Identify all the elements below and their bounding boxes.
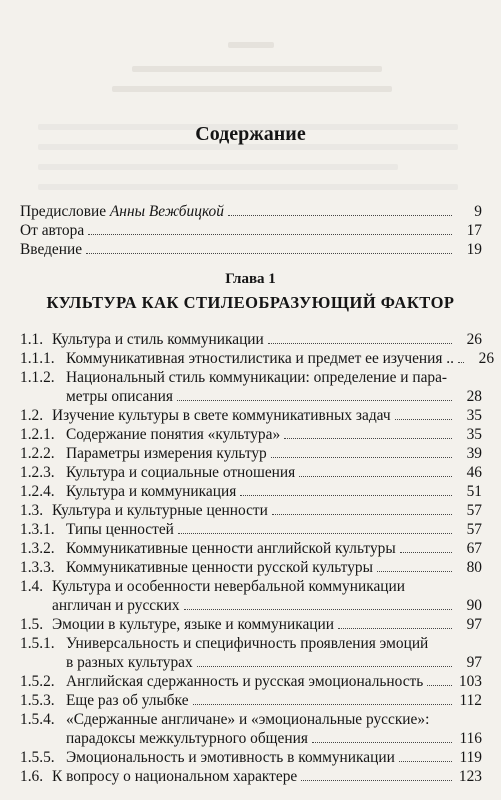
toc-entry-title: Параметры измерения культур bbox=[66, 445, 267, 462]
toc-entry bbox=[20, 482, 482, 501]
dot-leader bbox=[240, 495, 452, 496]
toc-entry-title: К вопросу о национальном характере bbox=[52, 768, 298, 785]
toc-entry-title: Национальный стиль коммуникации: определение и пара- bbox=[66, 369, 448, 386]
toc-entry bbox=[20, 330, 482, 349]
dot-leader bbox=[299, 476, 452, 477]
dot-leader bbox=[427, 685, 452, 686]
toc-entry-title: От автора bbox=[20, 222, 85, 239]
toc-entry bbox=[20, 577, 482, 615]
toc-entry-page: 35 bbox=[466, 426, 482, 443]
toc-entry-number: 1.2.2. bbox=[20, 445, 55, 462]
toc-entry-page: 26 bbox=[478, 350, 495, 367]
toc-entry-page: 123 bbox=[458, 768, 482, 785]
toc-entry-page: 57 bbox=[466, 502, 482, 519]
toc-entry-title: Культура и стиль коммуникации bbox=[52, 331, 264, 348]
toc-entry-page: 26 bbox=[466, 331, 482, 348]
toc-entry bbox=[20, 748, 482, 767]
toc-entry-number: 1.3. bbox=[20, 502, 44, 519]
dot-leader bbox=[88, 234, 452, 235]
toc-entry-title-continued: англичан и русских bbox=[52, 597, 180, 614]
toc-entry-number: 1.2.4. bbox=[20, 483, 55, 500]
dot-leader bbox=[177, 400, 452, 401]
toc-entry-number: 1.3.1. bbox=[20, 521, 55, 538]
toc-entry bbox=[20, 634, 482, 672]
toc-entry-page: 9 bbox=[474, 203, 482, 220]
toc-entry-page: 35 bbox=[466, 407, 482, 424]
toc-entry-number: 1.2.3. bbox=[20, 464, 55, 481]
dot-leader bbox=[178, 533, 452, 534]
dot-leader bbox=[458, 362, 464, 363]
toc-entry-title: Эмоции в культуре, языке и коммуникации bbox=[52, 616, 334, 633]
toc-entry-title: Коммуникативная этностилистика и предмет ее изучения .. bbox=[66, 350, 455, 367]
toc-entry-page: 57 bbox=[466, 521, 482, 538]
toc-entry-title: Культура и особенности невербальной коммуникации bbox=[52, 578, 405, 595]
toc-entry-number: 1.4. bbox=[20, 578, 44, 595]
toc-entry bbox=[20, 615, 482, 634]
toc-entry-title: «Сдержанные англичане» и «эмоциональные русские»: bbox=[66, 711, 430, 728]
toc-entry-number: 1.1. bbox=[20, 331, 44, 348]
toc-entry-number: 1.5.4. bbox=[20, 711, 55, 728]
dot-leader bbox=[271, 457, 452, 458]
dot-leader bbox=[228, 215, 452, 216]
dot-leader bbox=[193, 704, 452, 705]
toc-entry-title: Типы ценностей bbox=[66, 521, 174, 538]
toc-entry-page: 39 bbox=[466, 445, 482, 462]
toc-entry-title: Предисловие Анны Вежбицкой bbox=[20, 203, 224, 220]
toc-entry-title: Эмоциональность и эмотивность в коммуникации bbox=[66, 749, 395, 766]
dot-leader bbox=[184, 609, 452, 610]
dot-leader bbox=[312, 742, 452, 743]
toc-entry-title: Изучение культуры в свете коммуникативных задач bbox=[52, 407, 391, 424]
dot-leader bbox=[86, 253, 452, 254]
toc-entry-number: 1.2.1. bbox=[20, 426, 55, 443]
dot-leader bbox=[338, 628, 452, 629]
dot-leader bbox=[377, 571, 452, 572]
dot-leader bbox=[284, 438, 452, 439]
toc-entry-title: Английская сдержанность и русская эмоциональность bbox=[66, 673, 424, 690]
front-matter-list bbox=[20, 202, 482, 259]
toc-entry-page: 46 bbox=[466, 464, 482, 481]
toc-entry-title: Еще раз об улыбке bbox=[66, 692, 189, 709]
toc-entry-page: 119 bbox=[459, 749, 482, 766]
toc-entry bbox=[20, 691, 482, 710]
toc-entry-page: 51 bbox=[466, 483, 482, 500]
dot-leader bbox=[399, 761, 452, 762]
chapter-toc-list bbox=[20, 330, 495, 786]
toc-entry-page: 112 bbox=[459, 692, 482, 709]
toc-entry-page: 17 bbox=[466, 222, 482, 239]
toc-entry bbox=[20, 406, 482, 425]
toc-entry-title: Коммуникативные ценности английской культуры bbox=[66, 540, 396, 557]
toc-entry bbox=[20, 539, 482, 558]
dot-leader bbox=[301, 780, 452, 781]
toc-entry bbox=[20, 444, 482, 463]
toc-entry bbox=[20, 558, 482, 577]
toc-entry-page: 90 bbox=[466, 597, 482, 614]
toc-entry-number: 1.5.3. bbox=[20, 692, 55, 709]
toc-entry-number: 1.2. bbox=[20, 407, 44, 424]
toc-entry-number: 1.1.2. bbox=[20, 369, 55, 386]
dot-leader bbox=[400, 552, 452, 553]
toc-entry-title: Универсальность и специфичность проявления эмоций bbox=[66, 635, 429, 652]
toc-entry-title: Культура и коммуникация bbox=[66, 483, 237, 500]
toc-entry bbox=[20, 463, 482, 482]
toc-entry-number: 1.3.2. bbox=[20, 540, 55, 557]
toc-entry-number: 1.1.1. bbox=[20, 350, 55, 367]
toc-entry-page: 116 bbox=[459, 730, 482, 747]
toc-entry-page: 28 bbox=[466, 388, 482, 405]
toc-entry-number: 1.3.3. bbox=[20, 559, 55, 576]
toc-entry-from-author bbox=[20, 221, 482, 240]
dot-leader bbox=[272, 514, 452, 515]
toc-entry-page: 80 bbox=[466, 559, 482, 576]
toc-entry-page: 103 bbox=[458, 673, 482, 690]
toc-entry-title: Коммуникативные ценности русской культуры bbox=[66, 559, 373, 576]
preface-author: Анны Вежбицкой bbox=[109, 203, 224, 220]
toc-entry bbox=[20, 501, 482, 520]
toc-entry-page: 19 bbox=[466, 241, 482, 258]
toc-entry bbox=[20, 425, 482, 444]
dot-leader bbox=[197, 666, 452, 667]
toc-entry-page: 97 bbox=[466, 654, 482, 671]
toc-entry-number: 1.5.5. bbox=[20, 749, 55, 766]
chapter-title: КУЛЬТУРА КАК СТИЛЕОБРАЗУЮЩИЙ ФАКТОР bbox=[46, 293, 455, 312]
toc-entry bbox=[20, 767, 482, 786]
toc-entry-title: Введение bbox=[20, 241, 83, 258]
toc-entry bbox=[20, 520, 482, 539]
toc-entry-title-continued: в разных культурах bbox=[66, 654, 193, 671]
chapter-number: Глава 1 bbox=[225, 271, 276, 287]
page-title: Содержание bbox=[195, 123, 306, 145]
toc-entry-number: 1.5.1. bbox=[20, 635, 55, 652]
toc-entry bbox=[20, 710, 482, 748]
toc-entry-title-continued: метры описания bbox=[66, 388, 173, 405]
toc-entry-preface bbox=[20, 202, 482, 221]
dot-leader bbox=[395, 419, 452, 420]
toc-entry bbox=[20, 672, 482, 691]
toc-entry-number: 1.6. bbox=[20, 768, 44, 785]
toc-entry-page: 97 bbox=[466, 616, 482, 633]
toc-entry-number: 1.5.2. bbox=[20, 673, 55, 690]
toc-entry bbox=[20, 368, 482, 406]
toc-entry-introduction bbox=[20, 240, 482, 259]
toc-entry-number: 1.5. bbox=[20, 616, 44, 633]
toc-entry-title: Содержание понятия «культура» bbox=[66, 426, 281, 443]
toc-entry-title: Культура и социальные отношения bbox=[66, 464, 296, 481]
toc-entry-title-continued: парадоксы межкультурного общения bbox=[66, 730, 308, 747]
toc-entry bbox=[20, 349, 495, 368]
toc-entry-page: 67 bbox=[466, 540, 482, 557]
toc-entry-title: Культура и культурные ценности bbox=[52, 502, 268, 519]
dot-leader bbox=[268, 343, 452, 344]
